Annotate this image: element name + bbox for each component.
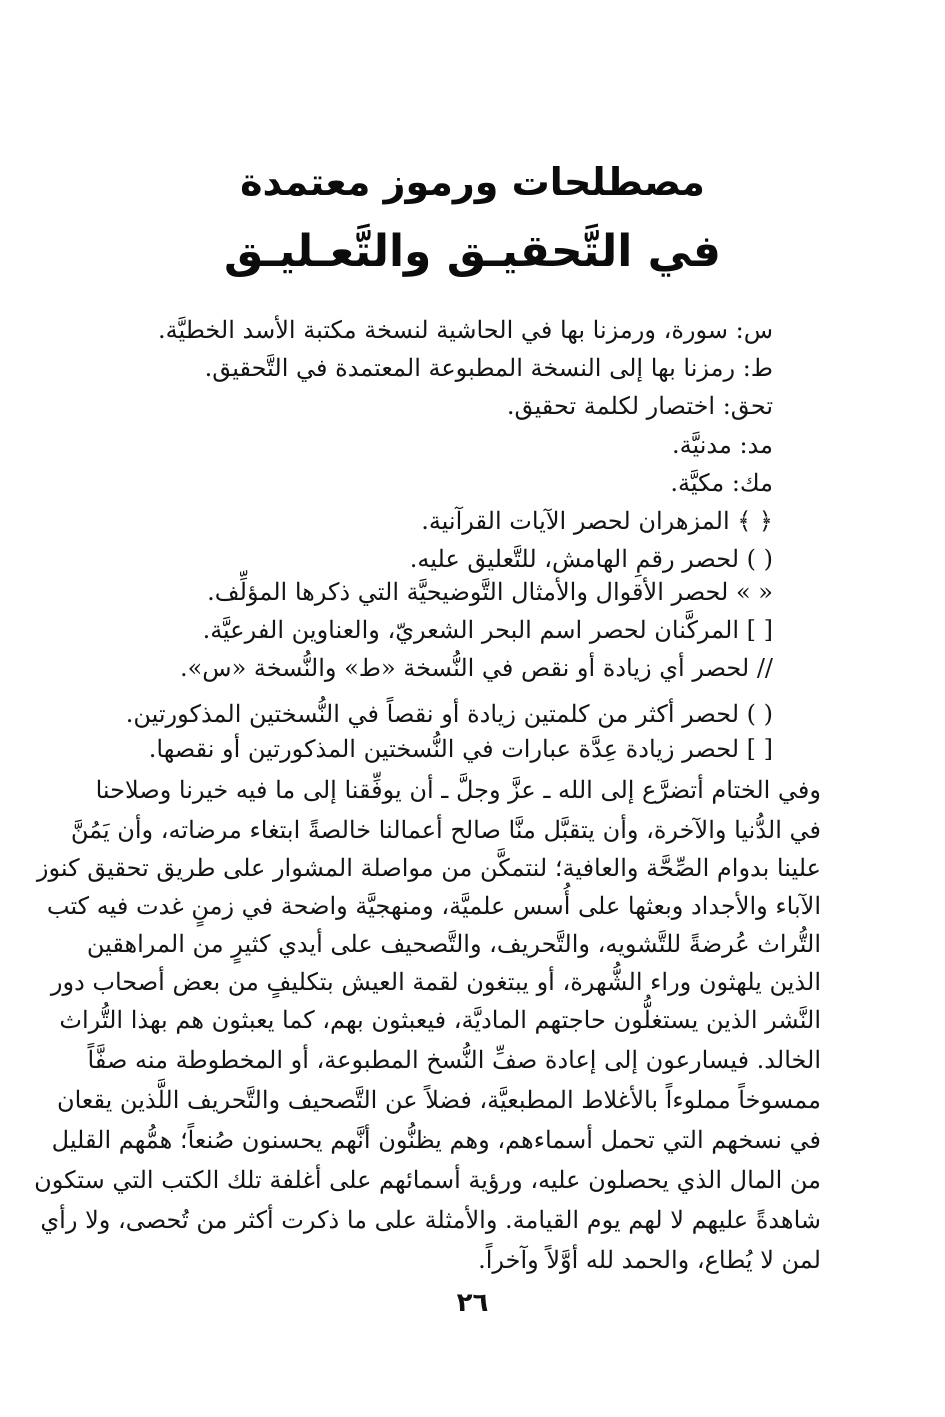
paragraph-line: في نسخهم التي تحمل أسماءهم، وهم يظنُّون أنَّهم يحسنون صُنعاً؛ همُّهم القليل — [51, 1126, 821, 1154]
abbreviation-entry: مد: مدنيَّة. — [671, 431, 773, 459]
page-title: مصطلحات ورموز معتمدة — [240, 160, 705, 204]
paragraph-line: التُّراث عُرضةً للتَّشويه، والتَّحريف، والتَّصحيف على أيدي كثيرٍ من المراهقين — [86, 930, 821, 958]
abbreviation-entry: ط: رمزنا بها إلى النسخة المطبوعة المعتمدة في التَّحقيق. — [204, 354, 773, 382]
symbol-entry: [ ] المركَّنان لحصر اسم البحر الشعريّ، والعناوين الفرعيَّة. — [202, 616, 773, 644]
symbol-entry: ( ) لحصر أكثر من كلمتين زيادة أو نقصاً في النُّسختين المذكورتين. — [125, 700, 773, 728]
paragraph-line: الذين يلهثون وراء الشُّهرة، أو يبتغون لقمة العيش بتكليفٍ من بعض أصحاب دور — [50, 968, 821, 996]
symbol-entry: // لحصر أي زيادة أو نقص في النُّسخة «ط» والنُّسخة «س». — [179, 654, 773, 682]
page-number: ٢٦ — [456, 1288, 489, 1318]
abbreviation-entry: مك: مكيَّة. — [670, 469, 773, 497]
symbol-entry: [ ] لحصر زيادة عِدَّة عبارات في النُّسختين المذكورتين أو نقصها. — [148, 735, 773, 763]
abbreviation-entry: س: سورة، ورمزنا بها في الحاشية لنسخة مكتبة الأسد الخطيَّة. — [157, 316, 773, 344]
paragraph-line: لمن لا يُطاع، والحمد لله أوَّلاً وآخراً. — [478, 1246, 821, 1274]
paragraph-line: وفي الختام أتضرَّع إلى الله ـ عزَّ وجلَّ ـ أن يوفِّقنا إلى ما فيه خيرنا وصلاحنا — [95, 776, 821, 804]
paragraph-line: شاهدةً عليهم لا لهم يوم القيامة. والأمثلة على ما ذكرت أكثر من تُحصى، ولا رأي — [40, 1206, 821, 1234]
paragraph-line: الآباء والأجداد وبعثها على أُسس علميَّة، ومنهجيَّة واضحة في زمنٍ غدت فيه كتب — [46, 892, 821, 920]
paragraph-line: علينا بدوام الصِّحَّة والعافية؛ لنتمكَّن من مواصلة المشوار على طريق تحقيق كنوز — [36, 854, 821, 882]
symbol-entry: ﴿ ﴾ المزهران لحصر الآيات القرآنية. — [421, 507, 773, 535]
paragraph-line: النَّشر الذين يستغلُّون حاجتهم الماديَّة، فيعبثون بهم، كما يعبثون هم بهذا التُّراث — [59, 1006, 821, 1034]
paragraph-line: ممسوخاً مملوءاً بالأغلاط المطبعيَّة، فضلاً عن التَّصحيف والتَّحريف اللَّذين يقعان — [56, 1086, 821, 1114]
paragraph-line: من المال الذي يحصلون عليه، ورؤية أسمائهم على أغلفة تلك الكتب التي ستكون — [34, 1166, 821, 1194]
page-subtitle: في التَّحقيـق والتَّعـليـق — [224, 226, 721, 277]
paragraph-line: الخالد. فيسارعون إلى إعادة صفِّ النُّسخ المطبوعة، أو المخطوطة منه صفَّاً — [87, 1046, 821, 1074]
symbol-entry: ( ) لحصر رقمِ الهامش، للتَّعليق عليه. — [409, 545, 773, 573]
symbol-entry: « » لحصر الأقوال والأمثال التَّوضيحيَّة التي ذكرها المؤلِّف. — [207, 578, 773, 606]
paragraph-line: في الدُّنيا والآخرة، وأن يتقبَّل منَّا صالح أعمالنا خالصةً ابتغاء مرضاته، وأن يَمُنَّ — [70, 816, 821, 844]
abbreviation-entry: تحق: اختصار لكلمة تحقيق. — [506, 392, 773, 420]
